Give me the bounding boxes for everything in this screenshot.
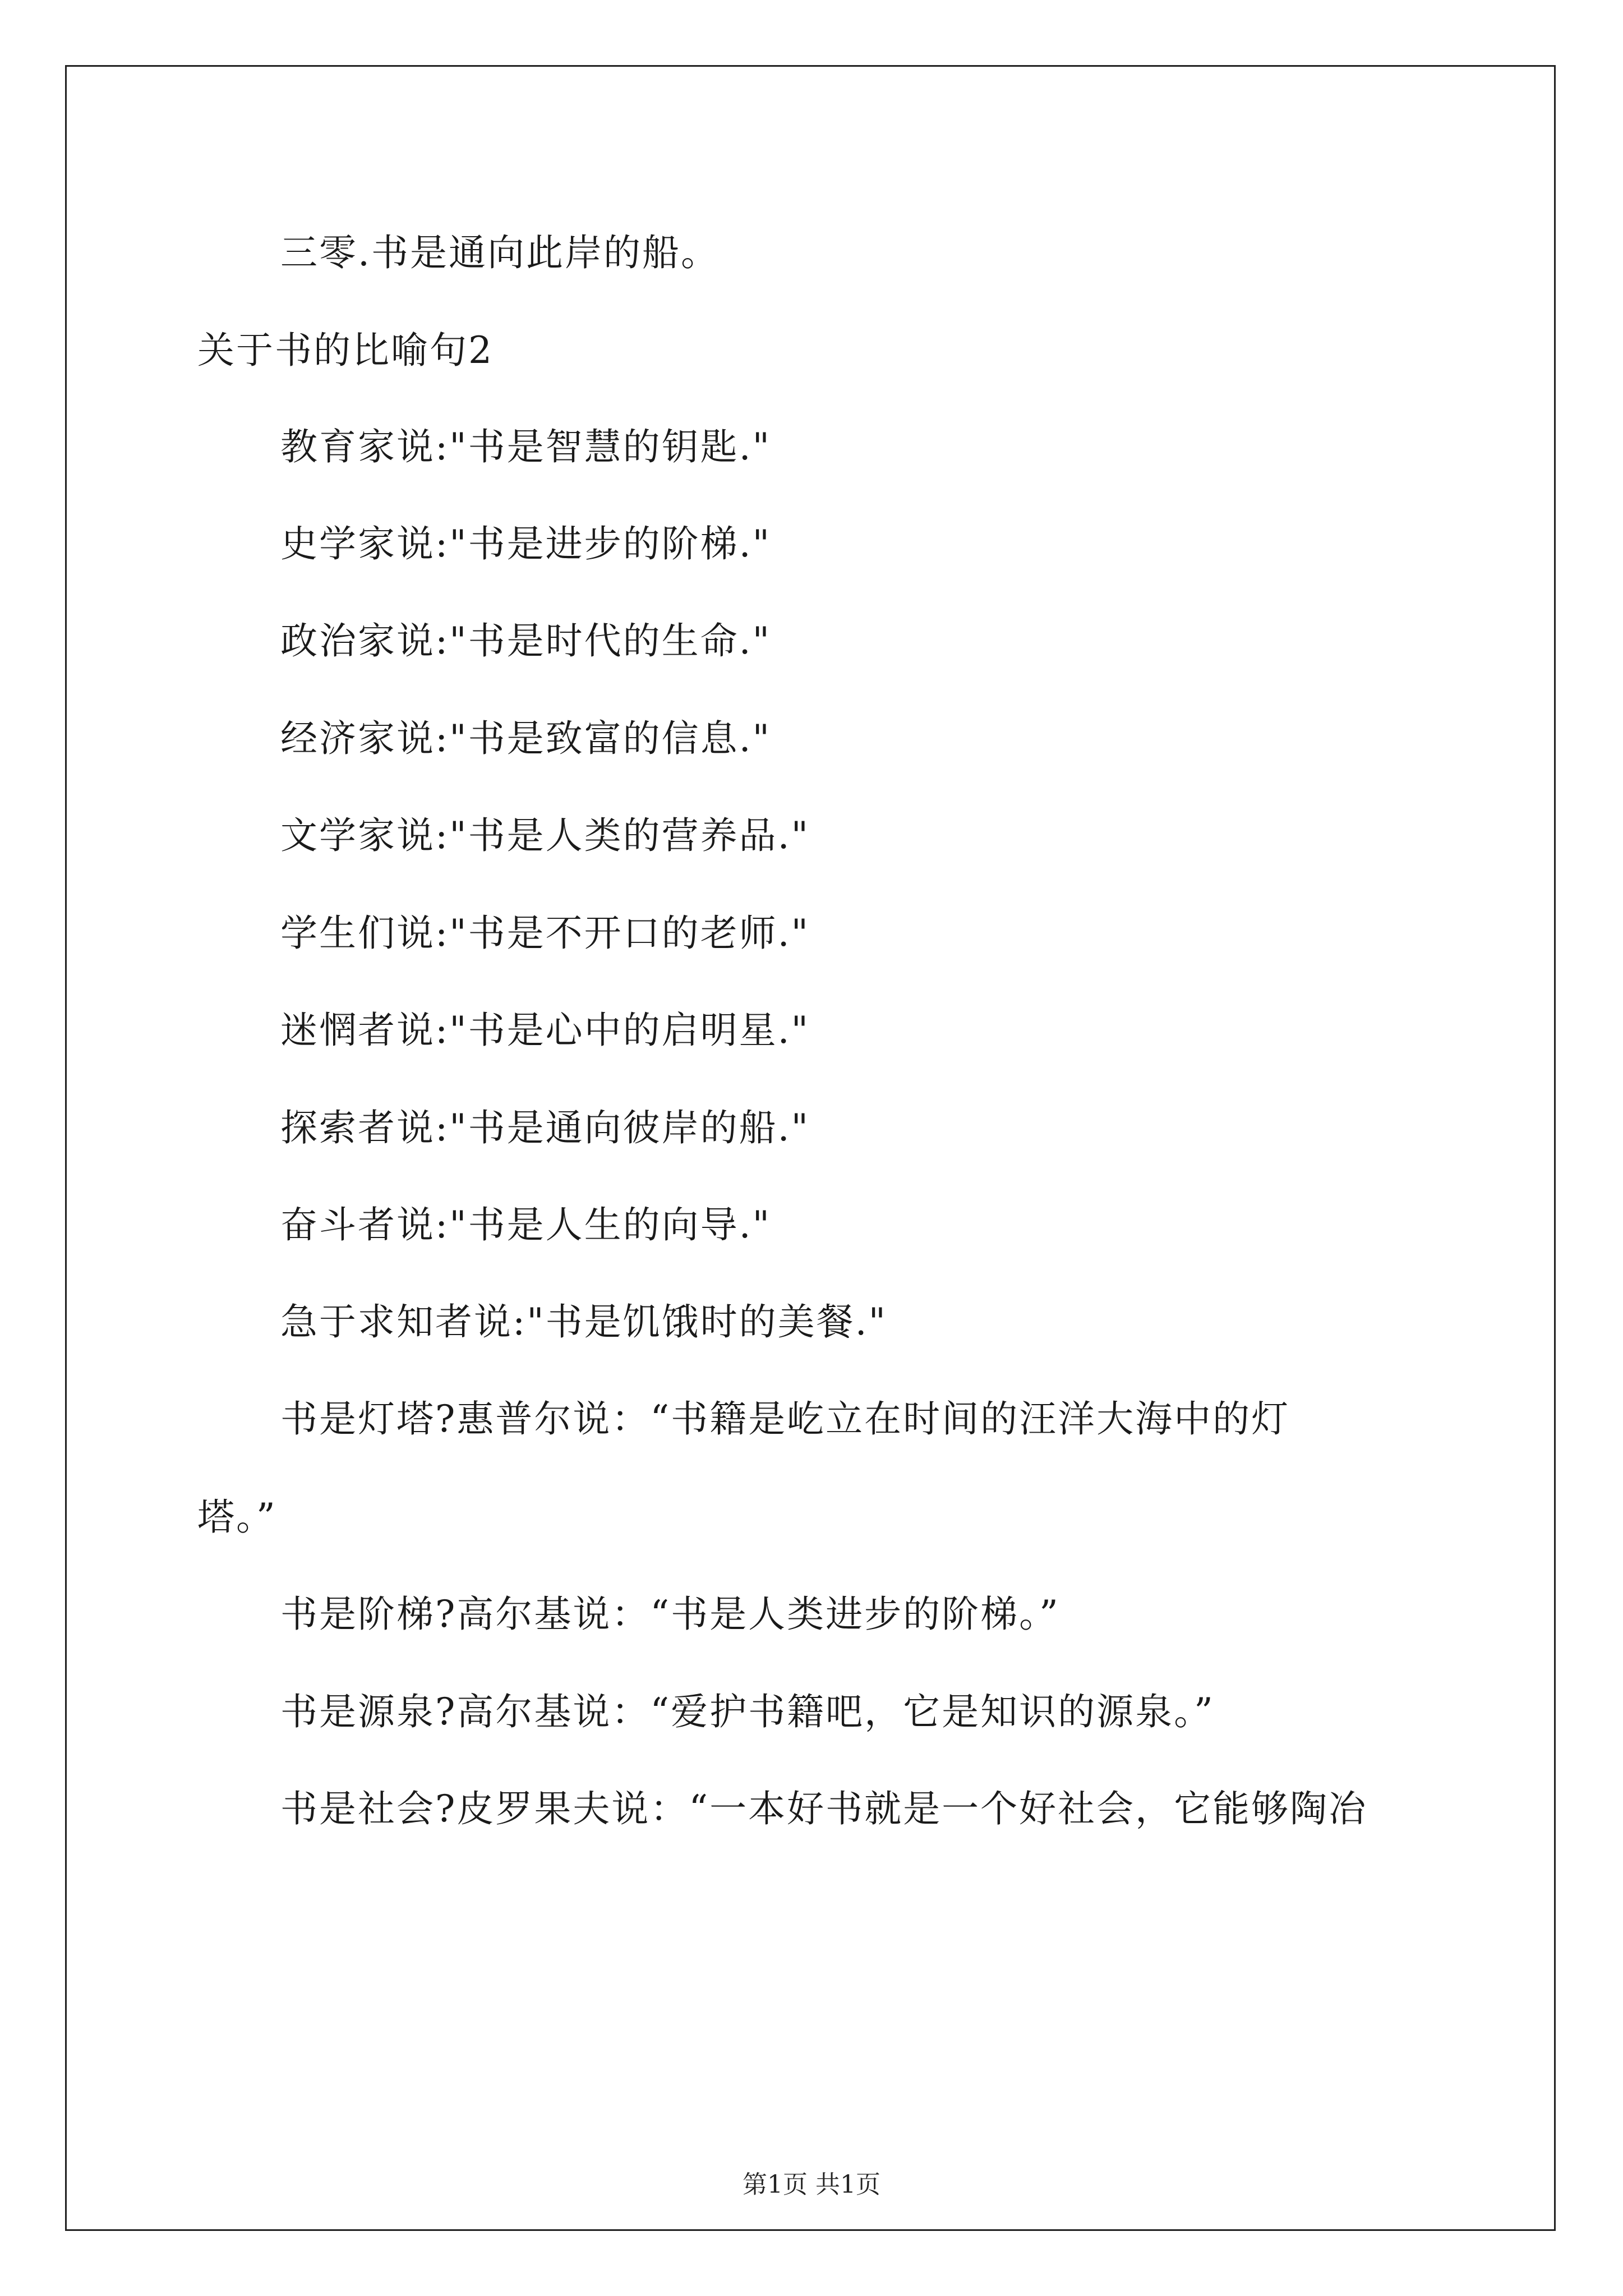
paragraph-2: 教育家说:"书是智慧的钥匙." xyxy=(280,425,771,468)
paragraph-14: 书是源泉?高尔基说：“爱护书籍吧，它是知识的源泉。” xyxy=(280,1690,1215,1733)
paragraph-6: 文学家说:"书是人类的营养品." xyxy=(280,814,810,857)
paragraph-13: 书是阶梯?高尔基说：“书是人类进步的阶梯。” xyxy=(280,1593,1060,1636)
paragraph-15: 书是社会?皮罗果夫说：“一本好书就是一个好社会，它能够陶冶 xyxy=(280,1787,1368,1830)
section-heading: 关于书的比喻句2 xyxy=(197,329,494,372)
paragraph-5: 经济家说:"书是致富的信息." xyxy=(280,717,771,760)
paragraph-1: 三零.书是通向此岸的船。 xyxy=(280,231,720,274)
paragraph-12-continued: 塔。” xyxy=(197,1496,277,1539)
paragraph-7: 学生们说:"书是不开口的老师." xyxy=(280,912,810,955)
paragraph-8: 迷惘者说:"书是心中的启明星." xyxy=(280,1009,810,1052)
paragraph-9: 探索者说:"书是通向彼岸的船." xyxy=(280,1106,810,1149)
paragraph-11: 急于求知者说:"书是饥饿时的美餐." xyxy=(280,1300,887,1343)
paragraph-12: 书是灯塔?惠普尔说：“书籍是屹立在时间的汪洋大海中的灯 xyxy=(280,1397,1290,1441)
paragraph-3: 史学家说:"书是进步的阶梯." xyxy=(280,522,771,565)
paragraph-10: 奋斗者说:"书是人生的向导." xyxy=(280,1203,771,1246)
page-footer: 第1页 共1页 xyxy=(743,2170,880,2199)
paragraph-4: 政治家说:"书是时代的生命." xyxy=(280,619,771,662)
